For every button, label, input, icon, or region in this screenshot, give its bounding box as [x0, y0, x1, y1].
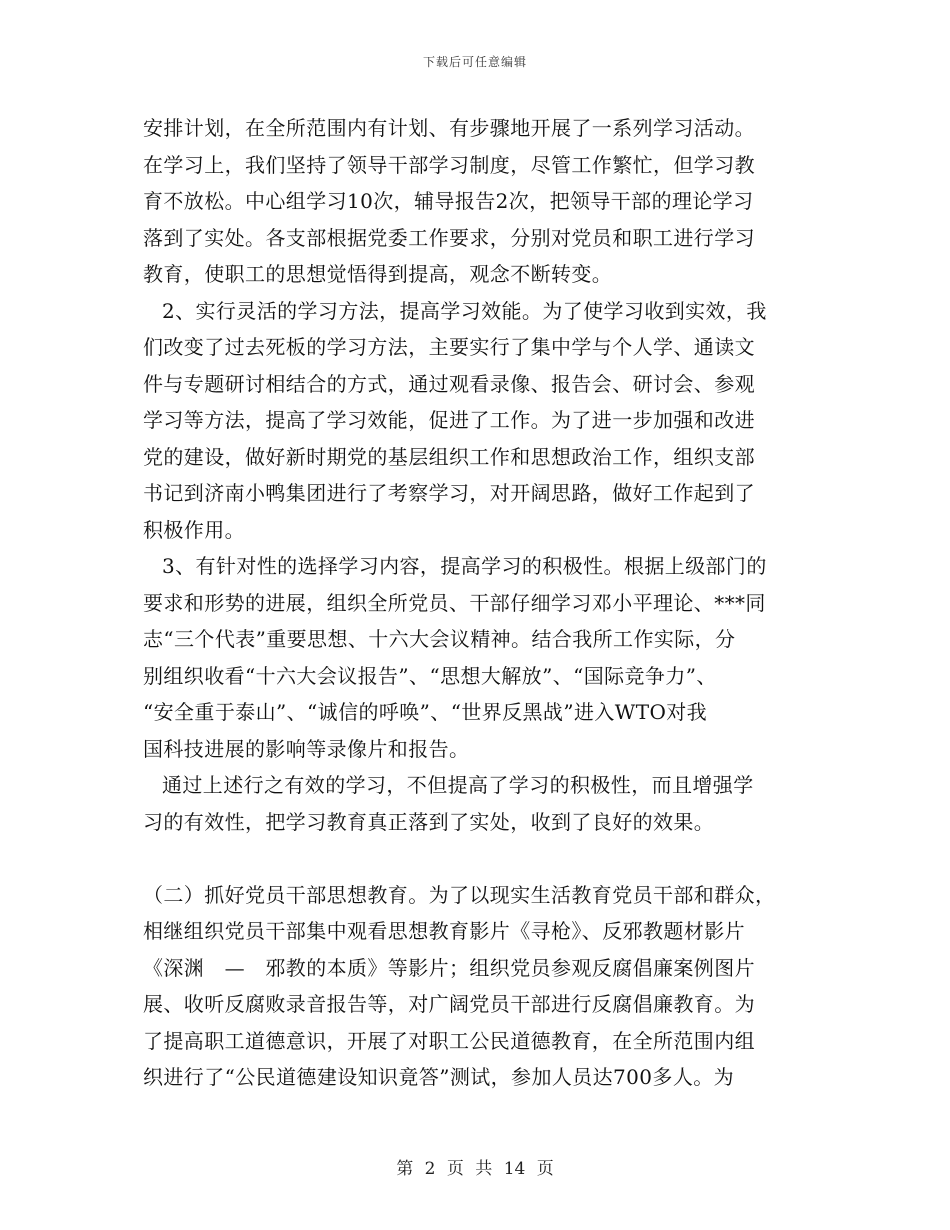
- text-line: 习的有效性，把学习教育真正落到了实处，收到了良好的效果。: [143, 809, 715, 834]
- text-line: 书记到济南小鸭集团进行了考察学习，对开阔思路，做好工作起到了: [143, 481, 755, 505]
- page-header: 下载后可任意编辑: [422, 55, 527, 69]
- page-footer: 第 2 页 共 14 页: [396, 1159, 554, 1179]
- blank-line: [143, 840, 815, 877]
- text-line: 相继组织党员干部集中观看思想教育影片《寻枪》、反邪教题材影片: [143, 919, 745, 943]
- text-line: 学习等方法，提高了学习效能，促进了工作。为了进一步加强和改进: [143, 408, 755, 432]
- text-line: 落到了实处。各支部根据党委工作要求，分别对党员和职工进行学习: [143, 225, 755, 250]
- text-line: 展、收听反腐败录音报告等，对广阔党员干部进行反腐倡廉教育。为: [143, 992, 755, 1016]
- text-line: 国科技进展的影响等录像片和报告。: [143, 736, 470, 761]
- text-line: 在学习上，我们坚持了领导干部学习制度，尽管工作繁忙，但学习教: [143, 152, 755, 177]
- text-line: “安全重于泰山”、“诚信的呼唤”、“世界反黑战”进入WTO对我: [143, 700, 708, 724]
- text-line: 别组织收看“十六大会议报告”、“思想大解放”、“国际竞争力”、: [143, 663, 717, 688]
- text-line: 件与专题研讨相结合的方式，通过观看录像、报告会、研讨会、参观: [143, 371, 755, 396]
- text-line: 了提高职工道德意识，开展了对职工公民道德教育，在全所范围内组: [143, 1028, 755, 1053]
- text-line: 志“三个代表”重要思想、十六大会议精神。结合我所工作实际，分: [143, 627, 736, 651]
- text-line: 要求和形势的进展，组织全所党员、干部仔细学习邓小平理论、***同: [143, 590, 766, 615]
- text-line: 织进行了“公民道德建设知识竟答”测试，参加人员达700多人。为: [143, 1065, 735, 1089]
- text-line: 安排计划，在全所范围内有计划、有步骤地开展了一系列学习活动。: [143, 116, 755, 140]
- text-line: 党的建设，做好新时期党的基层组织工作和思想政治工作，组织支部: [143, 444, 755, 469]
- text-line: 通过上述行之有效的学习，不但提高了学习的积极性，而且增强学: [162, 773, 754, 797]
- text-line: 们改变了过去死板的学习方法，主要实行了集中学与个人学、通读文: [143, 335, 755, 359]
- document-body: [143, 110, 815, 1096]
- text-line: （二）抓好党员干部思想教育。为了以现实生活教育党员干部和群众，: [143, 882, 776, 907]
- text-line: 《深渊 — 邪教的本质》等影片；组织党员参观反腐倡廉案例图片: [143, 955, 755, 980]
- text-line: 2、实行灵活的学习方法，提高学习效能。为了使学习收到实效，我: [162, 298, 767, 323]
- text-line: 积极作用。: [143, 517, 245, 542]
- text-line: 3、有针对性的选择学习内容，提高学习的积极性。根据上级部门的: [162, 554, 767, 578]
- text-line: 育不放松。中心组学习10次，辅导报告2次，把领导干部的理论学习: [143, 189, 754, 213]
- text-line: 教育，使职工的思想觉悟得到提高，观念不断转变。: [143, 262, 613, 286]
